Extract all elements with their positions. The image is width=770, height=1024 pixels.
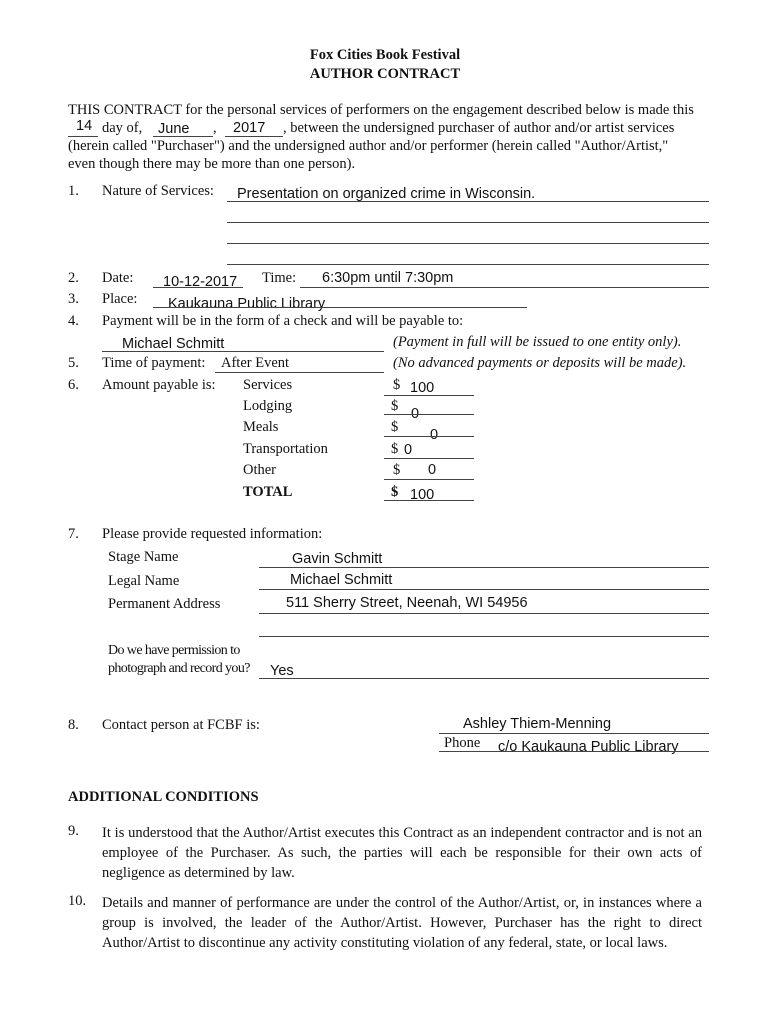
- month-field[interactable]: June: [158, 121, 190, 137]
- meals-amount-field[interactable]: 0: [430, 427, 439, 443]
- address-label: Permanent Address: [108, 596, 221, 612]
- condition-number-9: 9.: [68, 823, 79, 839]
- permission-label-line-2: photograph and record you?: [108, 661, 250, 676]
- item-number-4: 4.: [68, 313, 79, 329]
- nature-underline-3: [227, 243, 709, 244]
- time-field[interactable]: 6:30pm until 7:30pm: [322, 270, 454, 286]
- condition-number-10: 10.: [68, 893, 87, 909]
- item-number-2: 2.: [68, 270, 79, 286]
- legal-name-field[interactable]: Michael Schmitt: [290, 572, 393, 588]
- other-underline: [384, 479, 474, 480]
- services-amount-field[interactable]: 100: [410, 380, 435, 396]
- dollar-sign: $: [391, 419, 399, 435]
- phone-label: Phone: [444, 735, 481, 751]
- payment-label: Payment will be in the form of a check and will be payable to:: [102, 313, 464, 329]
- lodging-label: Lodging: [243, 398, 293, 414]
- legal-name-label: Legal Name: [108, 573, 180, 589]
- services-label: Services: [243, 377, 293, 393]
- contact-label: Contact person at FCBF is:: [102, 717, 260, 733]
- info-label: Please provide requested information:: [102, 526, 323, 542]
- item-number-1: 1.: [68, 183, 79, 199]
- dollar-sign: $: [391, 441, 399, 457]
- stage-name-underline: [259, 567, 709, 568]
- date-field[interactable]: 10-12-2017: [163, 274, 238, 290]
- services-underline: [384, 395, 474, 396]
- nature-underline-1: [227, 201, 709, 202]
- intro-line-3: (herein called "Purchaser") and the undersigned author and/or performer (herein called "Author/Artist,": [68, 138, 669, 154]
- address-underline-2: [259, 636, 709, 637]
- nature-underline-2: [227, 222, 709, 223]
- dollar-sign: $: [393, 377, 401, 393]
- nature-label: Nature of Services:: [102, 183, 214, 199]
- stage-name-label: Stage Name: [108, 549, 179, 565]
- amount-label: Amount payable is:: [102, 377, 216, 393]
- time-label: Time:: [262, 270, 297, 286]
- conditions-heading: ADDITIONAL CONDITIONS: [68, 789, 259, 805]
- time-underline: [300, 287, 709, 288]
- item-number-3: 3.: [68, 291, 79, 307]
- meals-label: Meals: [243, 419, 279, 435]
- intro-line-2-rest: , between the undersigned purchaser of author and/or artist services: [283, 120, 675, 136]
- dollar-sign: $: [393, 462, 401, 478]
- lodging-underline: [384, 414, 474, 415]
- document-title: Fox Cities Book Festival: [309, 47, 461, 63]
- payee-field[interactable]: Michael Schmitt: [122, 336, 225, 352]
- intro-line-4: even though there may be more than one person).: [68, 156, 356, 172]
- item-number-7: 7.: [68, 526, 79, 542]
- address-field[interactable]: 511 Sherry Street, Neenah, WI 54956: [286, 595, 528, 611]
- year-field[interactable]: 2017: [233, 120, 266, 136]
- item-number-5: 5.: [68, 355, 79, 371]
- date-underline: [153, 287, 243, 288]
- permission-field[interactable]: Yes: [270, 663, 294, 679]
- total-amount-field[interactable]: 100: [410, 487, 435, 503]
- other-amount-field[interactable]: 0: [428, 462, 437, 478]
- payee-underline: [102, 351, 384, 352]
- legal-name-underline: [259, 589, 709, 590]
- nature-underline-4: [227, 264, 709, 265]
- meals-underline: [384, 436, 474, 437]
- contact-name-underline: [439, 733, 709, 734]
- intro-line-1: THIS CONTRACT for the personal services of performers on the engagement described below is made this: [68, 102, 694, 118]
- contact-name-field[interactable]: Ashley Thiem-Menning: [463, 716, 612, 732]
- time-payment-note: (No advanced payments or deposits will be made).: [393, 355, 687, 371]
- time-payment-label: Time of payment:: [102, 355, 206, 371]
- permission-label-line-1: Do we have permission to: [108, 643, 240, 658]
- phone-underline: [439, 751, 709, 752]
- day-underline: [68, 136, 98, 137]
- address-underline-1: [259, 613, 709, 614]
- time-payment-field[interactable]: After Event: [221, 355, 290, 371]
- condition-9-text: It is understood that the Author/Artist executes this Contract as an independent contractor and is not an employee of the Purchaser. As such, the parties will each be responsible for their own acts of negligence as determined by law.: [102, 825, 702, 881]
- item-number-6: 6.: [68, 377, 79, 393]
- payee-note: (Payment in full will be issued to one entity only).: [393, 334, 682, 350]
- place-label: Place:: [102, 291, 138, 307]
- month-underline: [153, 136, 213, 137]
- phone-field[interactable]: c/o Kaukauna Public Library: [498, 739, 679, 755]
- comma-text: ,: [213, 120, 217, 136]
- day-field[interactable]: 14: [76, 118, 93, 134]
- stage-name-field[interactable]: Gavin Schmitt: [292, 551, 383, 567]
- item-number-8: 8.: [68, 717, 79, 733]
- time-payment-underline: [215, 372, 384, 373]
- total-label: TOTAL: [243, 484, 293, 500]
- year-underline: [225, 136, 283, 137]
- transportation-label: Transportation: [243, 441, 328, 457]
- date-label: Date:: [102, 270, 134, 286]
- place-field[interactable]: Kaukauna Public Library: [168, 296, 326, 312]
- day-of-label: day of,: [102, 120, 143, 136]
- dollar-sign: $: [391, 398, 399, 414]
- dollar-sign: $: [391, 484, 399, 500]
- lodging-amount-field[interactable]: 0: [411, 406, 420, 422]
- transportation-amount-field[interactable]: 0: [404, 442, 413, 458]
- transportation-underline: [384, 458, 474, 459]
- nature-field[interactable]: Presentation on organized crime in Wisconsin.: [237, 186, 536, 202]
- place-underline: [153, 307, 527, 308]
- condition-10-text: Details and manner of performance are under the control of the Author/Artist, or, in instances where a group is involved, the leader of the Author/Artist. However, Purchaser has the right to direct Author/Artist to discontinue any activity constituting violation of any federal, state, or local laws.: [102, 895, 702, 951]
- permission-underline: [259, 678, 709, 679]
- other-label: Other: [243, 462, 277, 478]
- total-underline: [384, 500, 474, 501]
- document-subtitle: AUTHOR CONTRACT: [309, 66, 461, 82]
